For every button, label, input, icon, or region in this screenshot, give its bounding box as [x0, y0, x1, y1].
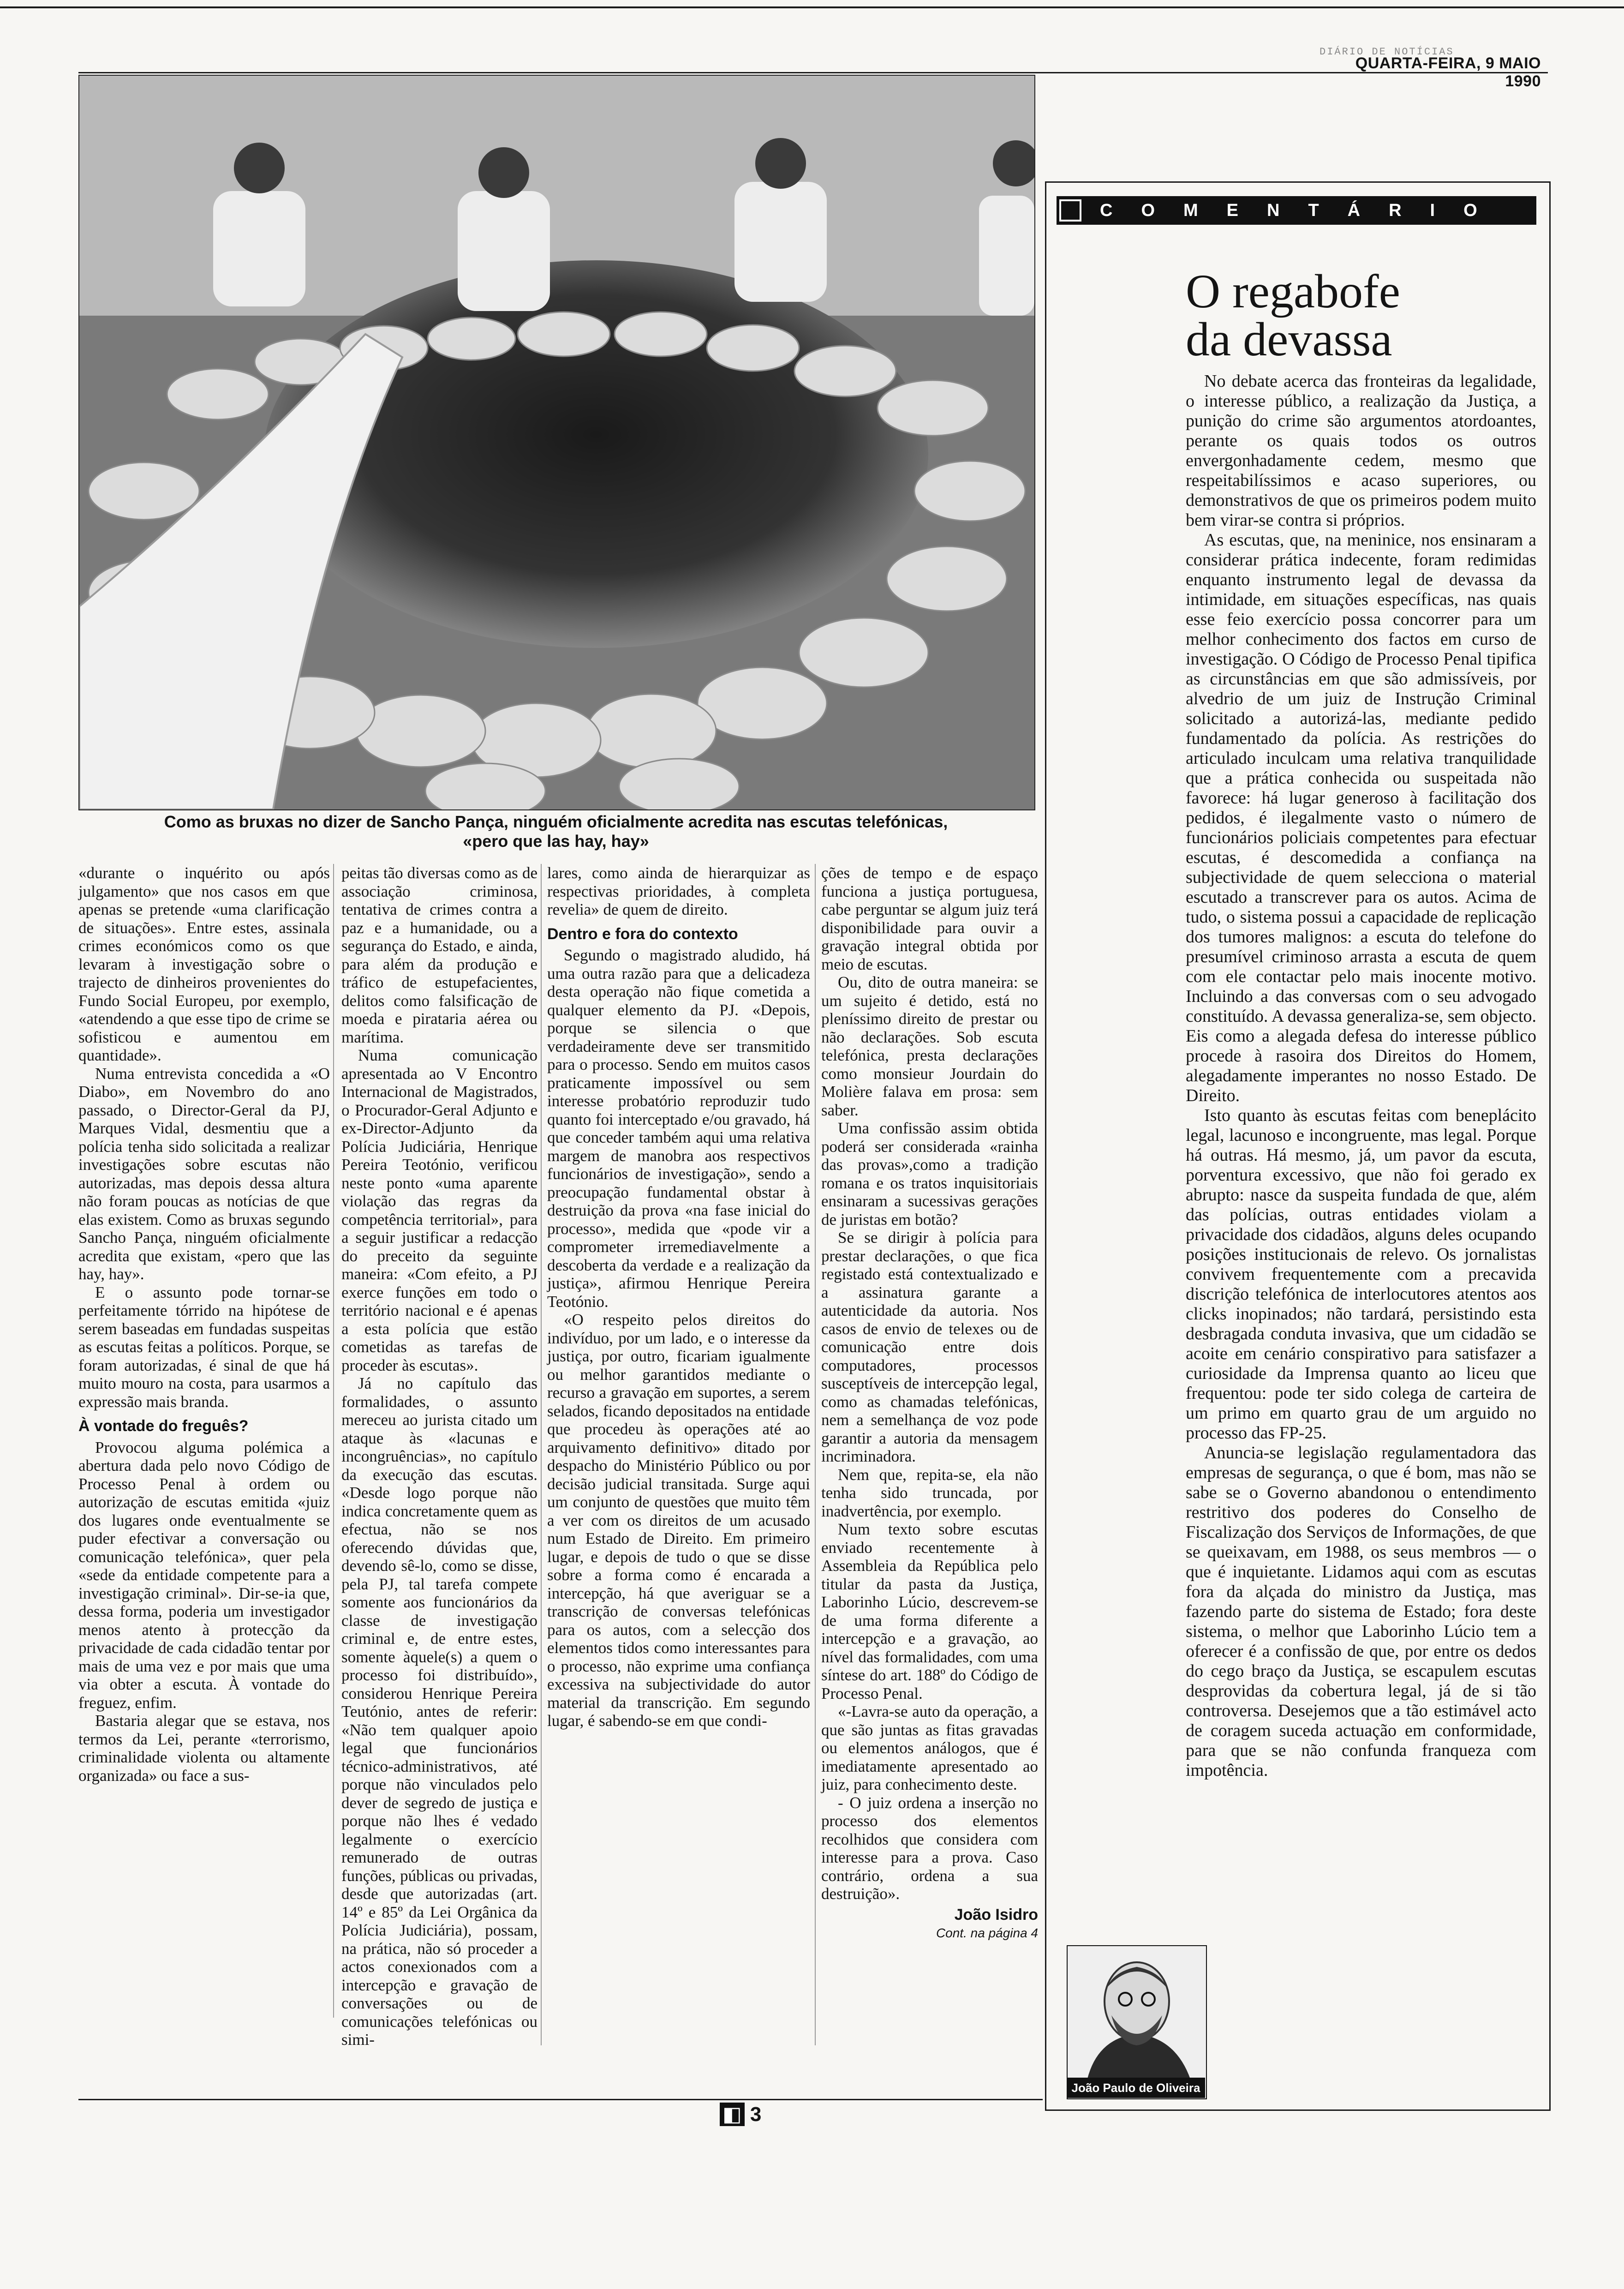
- commentary-headline: [1186, 265, 1536, 366]
- article-column-3: [547, 864, 810, 1730]
- commentary-paragraph: No debate acerca das fronteiras da legalidade, o interesse público, a realização da Justiça, a punição do crime são argumentos atordoantes, perante os quais todos os outros envergonhadamente cedem, mesmo que respeitabilíssimos e acaso superiores, ou demonstrativos de que os primeiros podem muito bem virar-se contra si próprios.: [1186, 372, 1536, 530]
- telephones-photo-illustration: [79, 76, 1034, 809]
- article-paragraph: E o assunto pode tornar-se perfeitamente tórrido na hipótese de serem baseadas em fundadas suspeitas as escutas feitas a políticos. Porque, se foram autorizadas, é sinal de que há muito mouro na costa, para usarmos a expressão mais branda.: [78, 1283, 330, 1411]
- article-paragraph: peitas tão diversas como as de associação criminosa, tentativa de crimes contra a paz e a humanidade, ou a segurança do Estado, e ainda, para além da produção e tráfico de estupefacientes, delitos como falsificação de moeda e pirataria aérea ou marítima.: [341, 864, 537, 1046]
- article-subheading: À vontade do freguês?: [78, 1417, 249, 1435]
- headline-line-2: da devassa: [1186, 313, 1392, 366]
- article-paragraph: Se se dirigir à polícia para prestar declarações, o que fica registado está contextualizado e a assinatura garante a autenticidade da autoria. Nos casos de envio de telexes ou de comunicação entre dois computadores, processos susceptíveis de intercepção legal, como as chamadas telefónicas, nem a semelhança de voz pode garantir a autoria da mensagem incriminadora.: [821, 1228, 1038, 1465]
- headline-line-1: O regabofe: [1186, 265, 1400, 318]
- article-paragraph: Numa entrevista concedida a «O Diabo», em Novembro do ano passado, o Director-Geral da PJ, Marques Vidal, desmentiu que a polícia tenha sido solicitada a realizar investigações sobre escutas não autorizadas, mas depois dessa altura não foram poucas as notícias de que elas existem. Como as bruxas segundo Sancho Pança, ninguém oficialmente acredita que existam, «pero que las hay, hay».: [78, 1064, 330, 1283]
- page-logo-icon: ◧: [720, 2103, 745, 2126]
- commentary-kicker: [1057, 196, 1536, 225]
- article-paragraph: Nem que, repita-se, ela não tenha sido truncada, por inadvertência, por exemplo.: [821, 1465, 1038, 1520]
- page-number-value: 3: [750, 2103, 762, 2126]
- scan-mark: DIÁRIO DE NOTÍCIAS: [1320, 46, 1454, 58]
- news-photo: [78, 75, 1035, 810]
- article-paragraph: Bastaria alegar que se estava, nos termos da Lei, perante «terrorismo, criminalidade violenta ou altamente organizada» ou face a sus-: [78, 1712, 330, 1785]
- article-paragraph: Uma confissão assim obtida poderá ser considerada «rainha das provas»,como a tradição romana e os tratos inquisitoriais ensinaram a sucessivas gerações de juristas em botão?: [821, 1119, 1038, 1228]
- article-paragraph: Num texto sobre escutas enviado recentemente à Assembleia da República pelo titular da pasta da Justiça, Laborinho Lúcio, descrevem-se de uma forma diferente a intercepção e a gravação, ao nível das formalidades, com uma síntese do art. 188º do Código de Processo Penal.: [821, 1520, 1038, 1702]
- commentary-paragraph: Anuncia-se legislação regulamentadora das empresas de segurança, o que é bom, mas não se sabe se o Governo abandonou o entendimento restritivo dos poderes do Conselho de Fiscalização dos Serviços de Informações, de que se queixavam, em 1988, os seus membros — o que é inquietante. Lidamos aqui com as escutas fora da alçada do ministro da Justiça, mas fazendo parte do sistema de Estado; fora deste sistema, o melhor que Laborinho Lúcio tem a oferecer é a confissão de que, por entre os dedos do cego braço da Justiça, se escapulem escutas desprovidas da cobertura legal, já de si tão controversa. Desejemos que a tão estimável acto de coragem suceda actuação em conformidade, para que se não confunda franqueza com impotência.: [1186, 1443, 1536, 1780]
- article-column-2: [341, 864, 537, 2049]
- photo-caption-line-2: «pero que las hay, hay»: [463, 832, 649, 851]
- commentary-paragraph: Isto quanto às escutas feitas com beneplácito legal, lacunoso e incongruente, mas legal. Porque há outras. Há mesmo, já, um pavor da escuta, porventura excessivo, que não foi gerado ex abrupto: nasce da suspeita fundada de que, além das polícias, outras entidades violam a privacidade dos cidadãos, alguns deles ocupando posições institucionais de relevo. Os jornalistas convivem frequentemente com a precavida discrição telefónica de interlocutores atentos aos clicks inopinados; não tardará, persistindo esta desbragada conduta invasiva, que um cidadão se acoite em cenário conspirativo para satisfazer a curiosidade da Imprensa quanto ao liceu que frequentou: pode ter sido colega de carteira de um primo em quarto grau de um arguido no processo das FP-25.: [1186, 1106, 1536, 1443]
- column-rule: [333, 864, 334, 2018]
- article-paragraph: Já no capítulo das formalidades, o assunto mereceu ao jurista citado um ataque às «lacunas e incongruências», no capítulo da execução das escutas. «Desde logo porque não indica concretamente quem as efectua, não se nos oferecendo dúvidas que, devendo sê-lo, como se disse, pela PJ, tal tarefa compete somente aos funcionários da classe de investigação criminal e, de entre estes, somente àquele(s) a quem o processo foi distribuído», considerou Henrique Pereira Teutónio, antes de referir: «Não tem qualquer apoio legal que funcionários técnico-administrativos, até porque não vinculados pelo dever de segredo de justiça e porque não lhes é vedado legalmente o exercício remunerado de outras funções, públicas ou privadas, desde que autorizadas (art. 14º e 85º da Lei Orgânica da Polícia Judiciária), possam, na prática, não só proceder a actos conexionados com a intercepção e gravação de conversações ou de comunicações telefónicas ou simi-: [341, 1374, 537, 2049]
- author-portrait-drawing: [1068, 1946, 1206, 2085]
- article-paragraph: - O juiz ordena a inserção no processo dos elementos recolhidos que considera com interesse para a prova. Caso contrário, ordena a sua destruição».: [821, 1793, 1038, 1903]
- article-paragraph: Numa comunicação apresentada ao V Encontro Internacional de Magistrados, o Procurador-Geral Adjunto e ex-Director-Adjunto da Polícia Judiciária, Henrique Pereira Teotónio, verificou neste ponto «uma aparente violação das regras da competência territorial», para a seguir justificar a redacção do preceito da seguinte maneira: «Com efeito, a PJ exerce funções em todo o território nacional e é apenas a esta polícia que estão cometidas as tarefas de proceder às escutas».: [341, 1046, 537, 1374]
- article-paragraph: Segundo o magistrado aludido, há uma outra razão para que a delicadeza desta operação não fique cometida a qualquer elemento da PJ. «Depois, porque se silencia o que verdadeiramente deve ser transmitido para o processo. Sendo em muitos casos praticamente impossível ou sem interesse probatório reproduzir tudo quanto foi interceptado e/ou gravado, há que conceder também aqui uma relativa margem de manobra aos respectivos funcionários de investigação», sendo a preocupação fundamental obstar à destruição da prova «na fase inicial do processo», medida que «pode vir a comprometer irremediavelmente a descoberta da verdade e a realização da justiça», afirmou Henrique Pereira Teotónio.: [547, 946, 810, 1311]
- author-name: João Paulo de Oliveira: [1067, 2078, 1205, 2098]
- photo-caption: [78, 812, 1033, 851]
- photo-caption-line-1: Como as bruxas no dizer de Sancho Pança, ninguém oficialmente acredita nas escutas telefónicas,: [164, 812, 948, 831]
- article-paragraph: «O respeito pelos direitos do indivíduo, por um lado, e o interesse da justiça, por outro, ficariam igualmente ou melhor garantidos mediante o recurso a gravação em suportes, a serem selados, ficando depositados na entidade que procedeu às operações até ao arquivamento definitivo» ditado por despacho do Ministério Público ou por decisão judicial transitada. Surge aqui um conjunto de questões que muito têm a ver com os direitos de um acusado num Estado de Direito. Em primeiro lugar, e depois de tudo o que se disse sobre a forma como é encarada a intercepção, há que averiguar se a transcrição de conversas telefónicas para os autos, com a selecção dos elementos tidos como interessantes para o processo, não exprime uma confiança excessiva na subjectividade do autor material da transcrição. Em segundo lugar, é sabendo-se em que condi-: [547, 1311, 810, 1730]
- article-paragraph: Ou, dito de outra maneira: se um sujeito é detido, está no pleníssimo direito de prestar ou não declarações. Sob escuta telefónica, presta declarações como monsieur Jourdain do Molière falava em prosa: sem saber.: [821, 973, 1038, 1119]
- continued-link[interactable]: Cont. na página 4: [936, 1926, 1038, 1940]
- issue-date: QUARTA-FEIRA, 9 MAIO 1990: [1355, 54, 1541, 90]
- article-column-4: [821, 864, 1038, 1942]
- kicker-label: COMENTÁRIO: [1100, 200, 1506, 220]
- article-paragraph: lares, como ainda de hierarquizar as respectivas prioridades, à completa revelia» de quem de direito.: [547, 864, 810, 918]
- author-portrait: [1067, 1945, 1207, 2099]
- article-subheading: Dentro e fora do contexto: [547, 925, 738, 943]
- article-paragraph: «durante o inquérito ou após julgamento» que nos casos em que apenas se pretende «uma clarificação de situações». Entre estes, assinala crimes económicos como os que levaram à investigação sobre o trajecto de dinheiros provenientes do Fundo Social Europeu, por exemplo, «atendendo a que esse tipo de crime se sofisticou e aumentou em quantidade».: [78, 864, 330, 1064]
- article-paragraph: «-Lavra-se auto da operação, a que são juntas as fitas gravadas ou elementos análogos, que é imediatamente apresentado ao juiz, para conhecimento deste.: [821, 1702, 1038, 1793]
- kicker-square-icon: [1059, 199, 1081, 222]
- article-byline: João Isidro: [954, 1906, 1038, 1923]
- footer-rule: [78, 2099, 1043, 2100]
- article-paragraph: Provocou alguma polémica a abertura dada pelo novo Código de Processo Penal à ordem ou autorização de escutas emitida «juiz dos lugares onde eventualmente se puder efectivar a conversação ou comunicação telefónica», quer pela «sede da entidade competente para a investigação criminal». Dir-se-ia que, dessa forma, poderia um investigador menos atento à protecção da privacidade de cada cidadão tentar por mais de uma vez e por mais que uma via obter a escuta. À vontade do freguez, enfim.: [78, 1438, 330, 1712]
- top-rule: [0, 6, 1624, 8]
- commentary-paragraph: As escutas, que, na meninice, nos ensinaram a considerar prática indecente, foram redimidas enquanto instrumento legal de devassa da intimidade, em situações específicas, nas quais esse feio exercício possa concorrer para um melhor conhecimento dos factos em curso de investigação. O Código de Processo Penal tipifica as circunstâncias em que são admissíveis, por alvedrio de um juiz de Instrução Criminal solicitado a autorizá-las, mediante pedido fundamentado da polícia. As restrições do articulado inculcam uma relativa tranquilidade que a prática conhecida ou suspeitada não favorece: há lugar generoso à facilitação dos pedidos, é ilegalmente vasto o número de funcionários policiais competentes para efectuar escutas, é descomedida a confiança na subjectividade de quem selecciona o material escutado a transcrever para os autos. Acima de tudo, o sistema possui a capacidade de replicação dos tumores malignos: a escuta do telefone do presumível criminoso arrasta a escuta de quem com ele contactar pelo mais inocente motivo. Incluindo a das conversas com o seu advogado constituído. A devassa generaliza-se, sem objecto. Eis como a alegada defesa do interesse público procede à rasoira dos Direitos do Homem, alegadamente imperantes no nosso Estado. De Direito.: [1186, 530, 1536, 1105]
- commentary-body: [1186, 372, 1536, 1780]
- article-paragraph: ções de tempo e de espaço funciona a justiça portuguesa, cabe perguntar se algum juiz terá disponibilidade para ouvir a gravação integral obtida por meio de escutas.: [821, 864, 1038, 973]
- page-number: [720, 2103, 761, 2126]
- article-column-1: [78, 864, 330, 1785]
- column-rule: [815, 864, 816, 2045]
- column-rule: [541, 864, 542, 2045]
